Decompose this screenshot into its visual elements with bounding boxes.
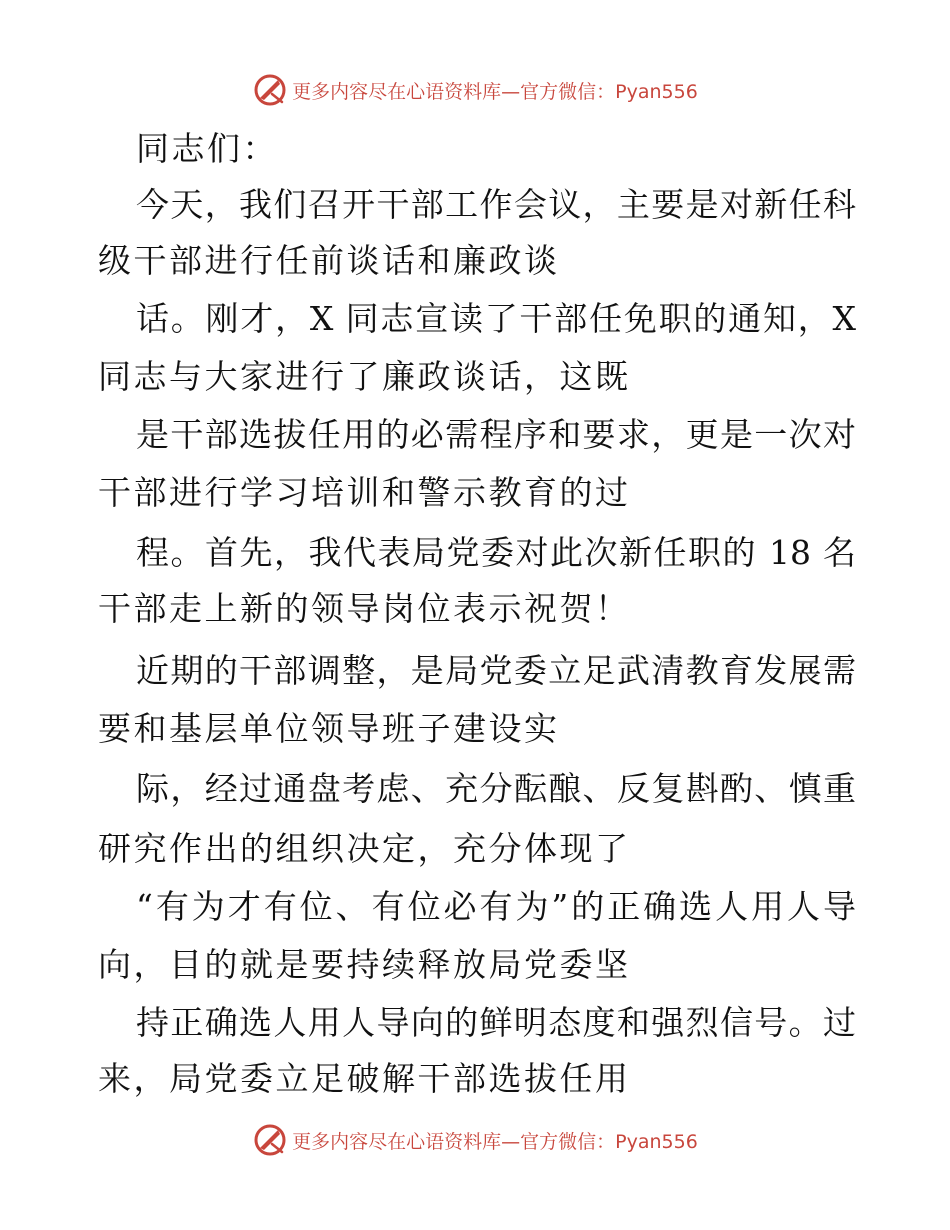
paragraph-line: 际，经过通盘考虑、充分酝酿、反复斟酌、慎重: [136, 769, 856, 808]
paragraph-line: 向，目的就是要持续释放局党委坚: [98, 945, 631, 984]
header-watermark: [0, 70, 950, 110]
paragraph-line: 级干部进行任前谈话和廉政谈: [98, 241, 560, 280]
paragraph-line: 要和基层单位领导班子建设实: [98, 709, 560, 748]
paragraph-line: 话。刚才，X 同志宣读了干部任免职的通知，X: [136, 299, 856, 338]
paragraph-line: 来，局党委立足破解干部选拔任用: [98, 1059, 631, 1098]
paragraph-line: 是干部选拔任用的必需程序和要求，更是一次对: [136, 415, 856, 454]
quill-pen-icon: [252, 1122, 288, 1158]
paragraph-line: 持正确选人用人导向的鲜明态度和强烈信号。过: [136, 1003, 856, 1042]
paragraph-line: 程。首先，我代表局党委对此次新任职的 18 名: [136, 533, 856, 572]
quill-pen-icon: [252, 72, 288, 108]
paragraph-line: 干部进行学习培训和警示教育的过: [98, 473, 631, 512]
footer-watermark: [0, 1120, 950, 1160]
paragraph-line: 干部走上新的领导岗位表示祝贺！: [98, 589, 631, 628]
paragraph-line: 近期的干部调整，是局党委立足武清教育发展需: [136, 651, 856, 690]
paragraph-line: 研究作出的组织决定，充分体现了: [98, 829, 631, 868]
paragraph-line: 同志与大家进行了廉政谈话，这既: [98, 357, 631, 396]
salutation: 同志们：: [136, 129, 278, 168]
watermark-text: 更多内容尽在心语资料库—官方微信：Pyan556: [292, 1130, 698, 1153]
paragraph-line: “有为才有位、有位必有为”的正确选人用人导: [136, 887, 856, 926]
watermark-text: 更多内容尽在心语资料库—官方微信：Pyan556: [292, 80, 698, 103]
paragraph-line: 今天，我们召开干部工作会议，主要是对新任科: [136, 185, 856, 224]
